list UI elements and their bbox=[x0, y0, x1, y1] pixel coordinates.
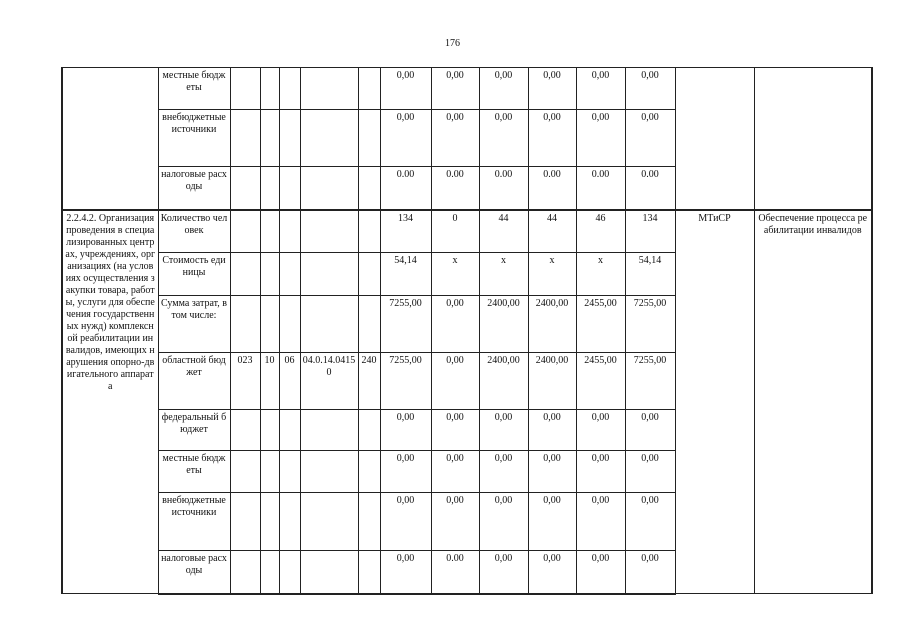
row-label: областной бюджет bbox=[158, 353, 230, 410]
code-cell bbox=[260, 68, 279, 110]
row-label: внебюджетные источники bbox=[158, 110, 230, 167]
value-cell: 0,00 bbox=[479, 493, 528, 551]
result-cell: Обеспечение процесса реабилитации инвалидов bbox=[754, 210, 872, 594]
value-cell: 7255,00 bbox=[625, 353, 675, 410]
code-cell bbox=[230, 110, 260, 167]
code-cell bbox=[230, 493, 260, 551]
code-cell bbox=[300, 253, 358, 296]
value-cell: 0,00 bbox=[576, 493, 625, 551]
code-cell bbox=[279, 68, 300, 110]
value-cell: 2400,00 bbox=[528, 296, 576, 353]
item-name: 2.2.4.2. Организация проведения в специализированных центрах, учреждениях, организациях (на условиях осуществления закупки товара, работы, услуги для обеспечения государственных нужд) комплексной реабилитации инвалидов, имеющих нарушения опорно-двигательного аппарата bbox=[62, 210, 158, 594]
code-cell bbox=[230, 253, 260, 296]
value-cell: 44 bbox=[528, 210, 576, 253]
code-cell bbox=[230, 68, 260, 110]
value-cell: 134 bbox=[625, 210, 675, 253]
value-cell: 0.00 bbox=[576, 167, 625, 210]
value-cell: х bbox=[576, 253, 625, 296]
value-cell: 54,14 bbox=[380, 253, 431, 296]
value-cell: 134 bbox=[380, 210, 431, 253]
code-cell bbox=[230, 296, 260, 353]
value-cell: 0,00 bbox=[625, 410, 675, 451]
code-cell bbox=[300, 451, 358, 493]
value-cell: 2455,00 bbox=[576, 353, 625, 410]
value-cell: 0,00 bbox=[528, 68, 576, 110]
value-cell: 0.00 bbox=[431, 551, 479, 594]
value-cell: 0,00 bbox=[625, 493, 675, 551]
value-cell: х bbox=[431, 253, 479, 296]
value-cell: 0 bbox=[431, 210, 479, 253]
value-cell: 0,00 bbox=[576, 451, 625, 493]
code-cell bbox=[230, 210, 260, 253]
value-cell: 0.00 bbox=[380, 167, 431, 210]
code-cell bbox=[260, 493, 279, 551]
empty-name-cell bbox=[62, 68, 158, 210]
value-cell: 0,00 bbox=[380, 110, 431, 167]
code-cell bbox=[260, 167, 279, 210]
code-cell bbox=[358, 410, 380, 451]
code-cell: 240 bbox=[358, 353, 380, 410]
code-cell: 10 bbox=[260, 353, 279, 410]
row-label: налоговые расходы bbox=[158, 167, 230, 210]
value-cell: 46 bbox=[576, 210, 625, 253]
code-cell bbox=[358, 110, 380, 167]
code-cell bbox=[279, 253, 300, 296]
value-cell: 0,00 bbox=[431, 296, 479, 353]
code-cell bbox=[358, 253, 380, 296]
value-cell: 0,00 bbox=[479, 410, 528, 451]
value-cell: 7255,00 bbox=[625, 296, 675, 353]
value-cell: 0,00 bbox=[576, 551, 625, 594]
executor-cell: МТиСР bbox=[675, 210, 754, 594]
value-cell: 0,00 bbox=[479, 68, 528, 110]
value-cell: 0.00 bbox=[625, 167, 675, 210]
code-cell bbox=[260, 110, 279, 167]
value-cell: 0.00 bbox=[431, 167, 479, 210]
value-cell: 0,00 bbox=[625, 110, 675, 167]
value-cell: 0,00 bbox=[380, 493, 431, 551]
value-cell: 0,00 bbox=[479, 451, 528, 493]
value-cell: 0,00 bbox=[431, 451, 479, 493]
value-cell: 0,00 bbox=[576, 110, 625, 167]
code-cell bbox=[358, 167, 380, 210]
value-cell: 0,00 bbox=[431, 110, 479, 167]
value-cell: 0,00 bbox=[576, 410, 625, 451]
value-cell: 0,00 bbox=[528, 110, 576, 167]
code-cell bbox=[358, 68, 380, 110]
value-cell: 0,00 bbox=[528, 410, 576, 451]
row-label: Стоимость единицы bbox=[158, 253, 230, 296]
value-cell: 0,00 bbox=[431, 353, 479, 410]
value-cell: 7255,00 bbox=[380, 353, 431, 410]
code-cell bbox=[279, 110, 300, 167]
code-cell bbox=[230, 551, 260, 594]
code-cell bbox=[260, 210, 279, 253]
code-cell bbox=[279, 410, 300, 451]
code-cell: 04.0.14.04150 bbox=[300, 353, 358, 410]
row-label: федеральный бюджет bbox=[158, 410, 230, 451]
value-cell: 2400,00 bbox=[528, 353, 576, 410]
value-cell: 0,00 bbox=[625, 68, 675, 110]
code-cell bbox=[260, 296, 279, 353]
value-cell: 0.00 bbox=[479, 167, 528, 210]
value-cell: 0,00 bbox=[576, 68, 625, 110]
empty-executor-cell bbox=[675, 68, 754, 210]
value-cell: 54,14 bbox=[625, 253, 675, 296]
code-cell bbox=[358, 551, 380, 594]
code-cell bbox=[260, 551, 279, 594]
code-cell bbox=[230, 410, 260, 451]
code-cell bbox=[230, 167, 260, 210]
empty-result-cell bbox=[754, 68, 872, 210]
row-label: налоговые расходы bbox=[158, 551, 230, 594]
code-cell bbox=[300, 296, 358, 353]
code-cell bbox=[300, 68, 358, 110]
code-cell bbox=[260, 451, 279, 493]
code-cell bbox=[279, 210, 300, 253]
value-cell: 0,00 bbox=[625, 451, 675, 493]
value-cell: 0,00 bbox=[528, 493, 576, 551]
value-cell: 0,00 bbox=[380, 68, 431, 110]
code-cell bbox=[260, 410, 279, 451]
row-label: местные бюджеты bbox=[158, 68, 230, 110]
code-cell bbox=[300, 410, 358, 451]
value-cell: 0,00 bbox=[380, 410, 431, 451]
value-cell: 0,00 bbox=[479, 110, 528, 167]
value-cell: 0,00 bbox=[431, 493, 479, 551]
value-cell: 2455,00 bbox=[576, 296, 625, 353]
code-cell bbox=[300, 167, 358, 210]
code-cell bbox=[279, 296, 300, 353]
code-cell bbox=[230, 451, 260, 493]
value-cell: 2400,00 bbox=[479, 353, 528, 410]
value-cell: 0.00 bbox=[528, 167, 576, 210]
code-cell bbox=[300, 210, 358, 253]
code-cell bbox=[279, 493, 300, 551]
value-cell: 0,00 bbox=[528, 551, 576, 594]
row-label: Количество человек bbox=[158, 210, 230, 253]
row-label: Сумма затрат, в том числе: bbox=[158, 296, 230, 353]
code-cell: 023 bbox=[230, 353, 260, 410]
value-cell: 0,00 bbox=[625, 551, 675, 594]
code-cell: 06 bbox=[279, 353, 300, 410]
value-cell: 7255,00 bbox=[380, 296, 431, 353]
value-cell: 0,00 bbox=[431, 68, 479, 110]
value-cell: 2400,00 bbox=[479, 296, 528, 353]
row-label: местные бюджеты bbox=[158, 451, 230, 493]
value-cell: 0,00 bbox=[380, 551, 431, 594]
code-cell bbox=[300, 551, 358, 594]
value-cell: 0,00 bbox=[380, 451, 431, 493]
code-cell bbox=[279, 167, 300, 210]
value-cell: х bbox=[528, 253, 576, 296]
code-cell bbox=[300, 493, 358, 551]
value-cell: 0,00 bbox=[528, 451, 576, 493]
code-cell bbox=[358, 296, 380, 353]
budget-table bbox=[61, 67, 873, 595]
code-cell bbox=[279, 551, 300, 594]
code-cell bbox=[279, 451, 300, 493]
page-number: 176 bbox=[445, 38, 460, 49]
value-cell: 0,00 bbox=[479, 551, 528, 594]
row-label: внебюджетные источники bbox=[158, 493, 230, 551]
code-cell bbox=[358, 210, 380, 253]
code-cell bbox=[300, 110, 358, 167]
item-row bbox=[62, 210, 872, 253]
code-cell bbox=[260, 253, 279, 296]
value-cell: х bbox=[479, 253, 528, 296]
code-cell bbox=[358, 493, 380, 551]
carry-row bbox=[62, 68, 872, 110]
value-cell: 44 bbox=[479, 210, 528, 253]
code-cell bbox=[358, 451, 380, 493]
value-cell: 0,00 bbox=[431, 410, 479, 451]
